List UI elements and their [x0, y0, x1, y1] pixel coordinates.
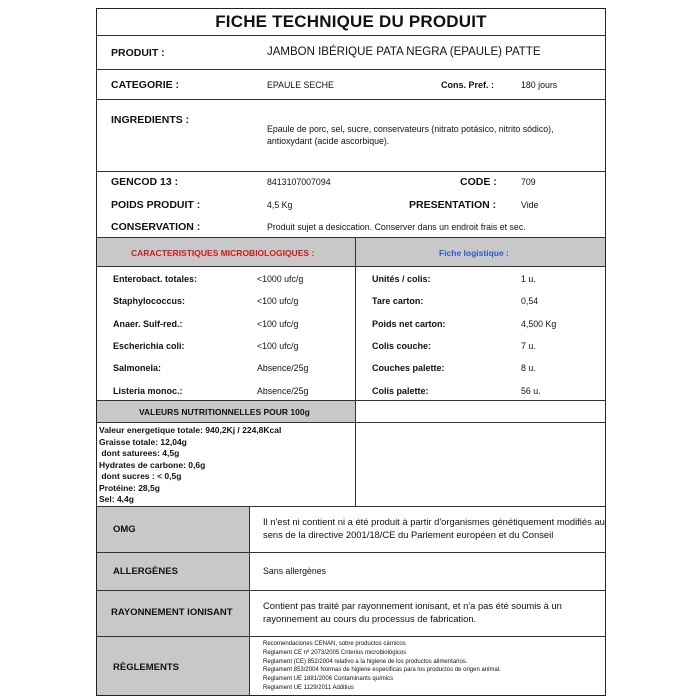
ingredients-label: INGREDIENTS :: [111, 114, 190, 126]
ionisant-row: [97, 591, 605, 637]
gencod-label: GENCOD 13 :: [111, 176, 179, 188]
reglement-line: Reglament CE nº 2073/2005 Criterios microbiológicos: [263, 649, 407, 656]
title-row: [97, 9, 605, 36]
logistique-label: Colis couche:: [372, 341, 432, 351]
micro-value: Absence/25g: [257, 386, 309, 396]
micro-value: Absence/25g: [257, 363, 309, 373]
micro-value: <100 ufc/g: [257, 341, 299, 351]
conservation-label: CONSERVATION :: [111, 221, 201, 233]
gencod-value: 8413107007094: [267, 177, 331, 187]
micro-logistique-table: [97, 267, 605, 401]
categorie-value: EPAULE SECHE: [267, 80, 334, 90]
produit-label: PRODUIT :: [111, 47, 165, 59]
omg-row: [97, 507, 605, 553]
micro-label: Listeria monoc.:: [113, 386, 183, 396]
nutrition-header: VALEURS NUTRITIONNELLES POUR 100g: [139, 407, 310, 417]
micro-value: <100 ufc/g: [257, 296, 299, 306]
reglements-row: [97, 637, 605, 695]
cons-pref-label: Cons. Pref. :: [441, 80, 495, 90]
produit-row: [97, 36, 605, 70]
label-divider: [249, 591, 250, 636]
categorie-label: CATEGORIE :: [111, 79, 180, 91]
nutrition-line: Graisse totale: 12,04g: [99, 436, 187, 447]
label-divider: [249, 637, 250, 695]
presentation-value: Vide: [521, 200, 539, 210]
presentation-label: PRESENTATION :: [409, 199, 497, 211]
ingredients-row: [97, 100, 605, 172]
logistique-value: 8 u.: [521, 363, 536, 373]
logistique-value: 4,500 Kg: [521, 319, 557, 329]
omg-label: OMG: [113, 524, 136, 535]
nutrition-body: [97, 423, 605, 507]
ionisant-text: Contient pas traité par rayonnement ionisant, et n'a pas été soumis à un rayonnement au cours du processus de fabrication.: [263, 600, 562, 624]
logistique-label: Couches palette:: [372, 363, 445, 373]
poids-label: POIDS PRODUIT :: [111, 199, 201, 211]
nutrition-line: Sel: 4,4g: [99, 494, 134, 504]
nutrition-header-row: [97, 401, 605, 423]
section-header-row: [97, 238, 605, 267]
reglement-line: Recomendaciones CENAN, sobre productos cárnicos: [263, 641, 406, 647]
logistique-value: 0,54: [521, 296, 539, 306]
logistique-label: Colis palette:: [372, 386, 429, 396]
logistique-label: Poids net carton:: [372, 319, 446, 329]
product-spec-sheet: [96, 8, 606, 696]
code-value: 709: [521, 177, 536, 187]
reglement-line: Reglament UE 1129/2011 Additius: [263, 684, 354, 691]
poids-value: 4,5 Kg: [267, 200, 293, 210]
micro-label: Staphylococcus:: [113, 296, 186, 306]
identification-block: [97, 172, 605, 238]
column-divider: [355, 423, 356, 506]
nutrition-line: dont saturees: 4,5g: [99, 448, 180, 458]
ionisant-label: RAYONNEMENT IONISANT: [111, 607, 233, 618]
micro-label: Anaer. Sulf-red.:: [113, 319, 183, 329]
logistique-value: 1 u.: [521, 274, 536, 284]
column-divider: [355, 267, 356, 400]
categorie-row: [97, 70, 605, 100]
micro-label: Escherichia coli:: [113, 341, 185, 351]
micro-value: <100 ufc/g: [257, 319, 299, 329]
micro-label: Salmonela:: [113, 363, 162, 373]
logistique-value: 7 u.: [521, 341, 536, 351]
label-divider: [249, 507, 250, 552]
conservation-value: Produit sujet a desiccation. Conserver dans un endroit frais et sec.: [267, 222, 526, 232]
allergenes-row: [97, 553, 605, 591]
column-divider: [355, 238, 356, 266]
nutrition-line: dont sucres : < 0,5g: [99, 471, 182, 481]
micro-header: CARACTERISTIQUES MICROBIOLOGIQUES :: [131, 248, 315, 258]
ingredients-value: Epaule de porc, sel, sucre, conservateurs (nitrato potásico, nitrito sódico), antioxydant (acide ascorbique).: [267, 124, 554, 146]
logistique-label: Unités / colis:: [372, 274, 431, 284]
column-divider: [355, 401, 356, 422]
code-label: CODE :: [460, 176, 497, 188]
reglement-line: Reglament UE 1881/2006 Contaminants químics: [263, 676, 394, 683]
omg-text: Il n'est ni contient ni a été produit à partir d'organismes génétiquement modifiés au sens de la directive 2001/18/CE du Parlement européen et du Conseil: [263, 516, 605, 540]
produit-value: JAMBON IBÉRIQUE PATA NEGRA (EPAULE) PATTE: [267, 46, 541, 58]
logistique-label: Tare carton:: [372, 296, 424, 306]
logistique-header: Fiche logistique :: [439, 248, 509, 258]
logistique-value: 56 u.: [521, 386, 541, 396]
micro-value: <1000 ufc/g: [257, 274, 304, 284]
reglements-list: [263, 640, 501, 693]
nutrition-line: Protéine: 28,5g: [99, 482, 160, 493]
nutrition-line: Valeur energetique totale: 940,2Kj / 224,8Kcal: [99, 425, 282, 435]
reglement-line: Reglament 853/2004 Normas de higiene especificas para los productos de origen animal.: [263, 667, 501, 674]
label-divider: [249, 553, 250, 590]
allergenes-text: Sans allergènes: [263, 566, 327, 576]
nutrition-line: Hydrates de carbone: 0,6g: [99, 459, 206, 470]
reglement-line: Reglament (CE) 852/2004 relativo a la higiene de los productos alimentarios.: [263, 658, 468, 665]
page-title: FICHE TECHNIQUE DU PRODUIT: [215, 12, 487, 31]
micro-label: Enterobact. totales:: [113, 274, 198, 284]
cons-pref-value: 180 jours: [521, 80, 558, 90]
nutrition-list: [99, 425, 281, 506]
reglements-label: RÈGLEMENTS: [113, 662, 179, 673]
allergenes-label: ALLERGÈNES: [113, 566, 178, 577]
